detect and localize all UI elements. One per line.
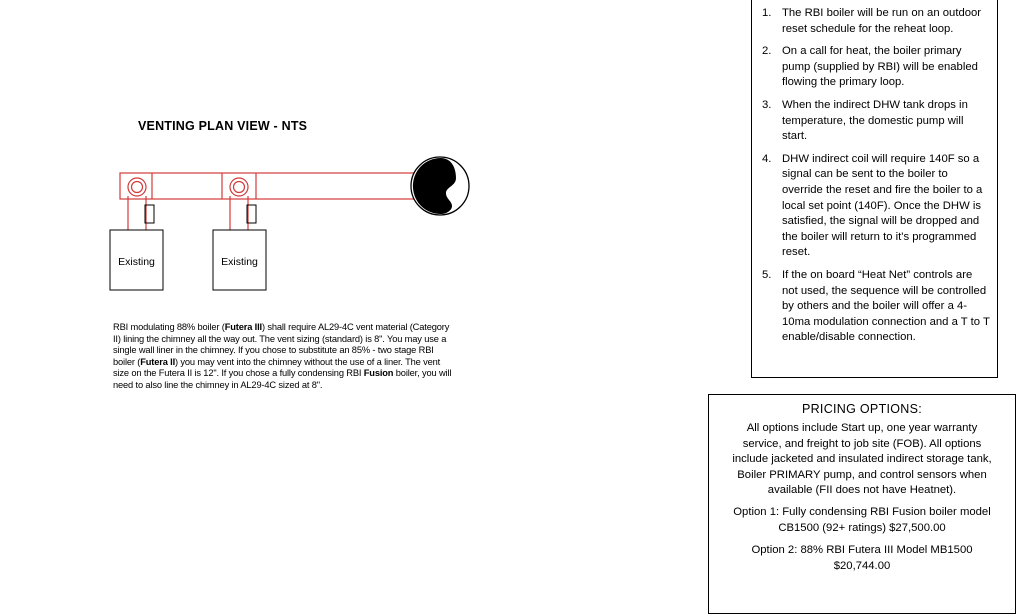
vent-connector-2-inner <box>234 182 245 193</box>
pricing-options-box <box>708 394 1016 614</box>
chimney <box>411 157 469 215</box>
vent-pipe-outline <box>120 173 416 199</box>
sequence-item-text: When the indirect DHW tank drops in temperature, the domestic pump will start. <box>782 98 968 143</box>
boiler-2 <box>213 230 266 290</box>
sequence-item-number: 1. <box>762 7 772 19</box>
vent-note-text: ) shall require AL29-4C vent material (Category II) lining the chimney all the way out. The vent sizing (standard) is 8". You may use a single wall liner in the chimney. If you chose to substitute an 85% - two stage RBI boiler ( <box>113 322 450 367</box>
vent-note <box>113 322 453 392</box>
boiler-1-label: Existing <box>118 256 155 268</box>
sequence-item-number: 2. <box>762 45 772 58</box>
sequence-list <box>752 6 997 346</box>
sequence-item-text: If the on board “Heat Net” controls are not used, the sequence will be controlled by others and the boiler will offer a 4-10ma modulation connection and a T to T enable/disable connection. <box>782 268 990 344</box>
pricing-options-list <box>709 505 1015 574</box>
pricing-option: Option 2: 88% RBI Futera III Model MB1500 $20,744.00 <box>751 544 973 572</box>
sequence-item-text: On a call for heat, the boiler primary pump (supplied by RBI) will be enabled flowing the primary loop. <box>782 45 978 89</box>
vent-pipe <box>120 173 416 230</box>
boiler-2-label: Existing <box>221 256 258 268</box>
sequence-item <box>752 268 997 346</box>
sequence-item-number: 3. <box>762 98 772 111</box>
vent-note-emphasis: Futera III <box>224 322 262 332</box>
sequence-item <box>752 44 997 91</box>
sequence-item-number: 5. <box>762 268 772 281</box>
vent-connector-2 <box>230 178 248 196</box>
diagram-title: VENTING PLAN VIEW - NTS <box>138 119 308 133</box>
sequence-item-text: DHW indirect coil will require 140F so a signal can be sent to the boiler to override the reset and fire the boiler to a local set point (140F). Once the DHW is satisfied, the signal will be dropped and the boiler will return to it's programmed reset. <box>782 152 983 259</box>
vent-connector-1 <box>128 178 146 196</box>
sequence-of-operation-box <box>751 0 998 378</box>
vent-note-emphasis: Fusion <box>363 368 394 379</box>
vent-note-text: boiler, you will need to also line the chimney in AL29-4C sized at 8". <box>113 368 452 390</box>
boiler-1 <box>110 230 163 290</box>
sequence-item <box>752 152 997 261</box>
vent-connector-1-inner <box>132 182 143 193</box>
sequence-item-text: The RBI boiler will be run on an outdoor reset schedule for the reheat loop. <box>782 7 982 35</box>
draft-hoods <box>145 205 256 223</box>
sequence-item <box>752 6 997 37</box>
sequence-item <box>752 98 997 145</box>
pricing-option: Option 1: Fully condensing RBI Fusion boiler model CB1500 (92+ ratings) $27,500.00 <box>733 506 991 534</box>
vent-note-text: ) you may vent into the chimney without the use of a liner. The vent size on the Futera II is 12". If you chose a fully condensing RBI <box>113 356 441 379</box>
vent-note-emphasis: Futera II <box>140 356 176 367</box>
pricing-title: PRICING OPTIONS: <box>801 402 923 416</box>
sequence-item-number: 4. <box>762 152 772 165</box>
vent-note-text: RBI modulating 88% boiler ( <box>113 322 225 332</box>
pricing-intro: All options include Start up, one year warranty service, and freight to job site (FOB). All options include jacketed and insulated indirect storage tank, Boiler PRIMARY pump, and control sensors when available (FII does not have Heatnet). <box>732 422 992 497</box>
